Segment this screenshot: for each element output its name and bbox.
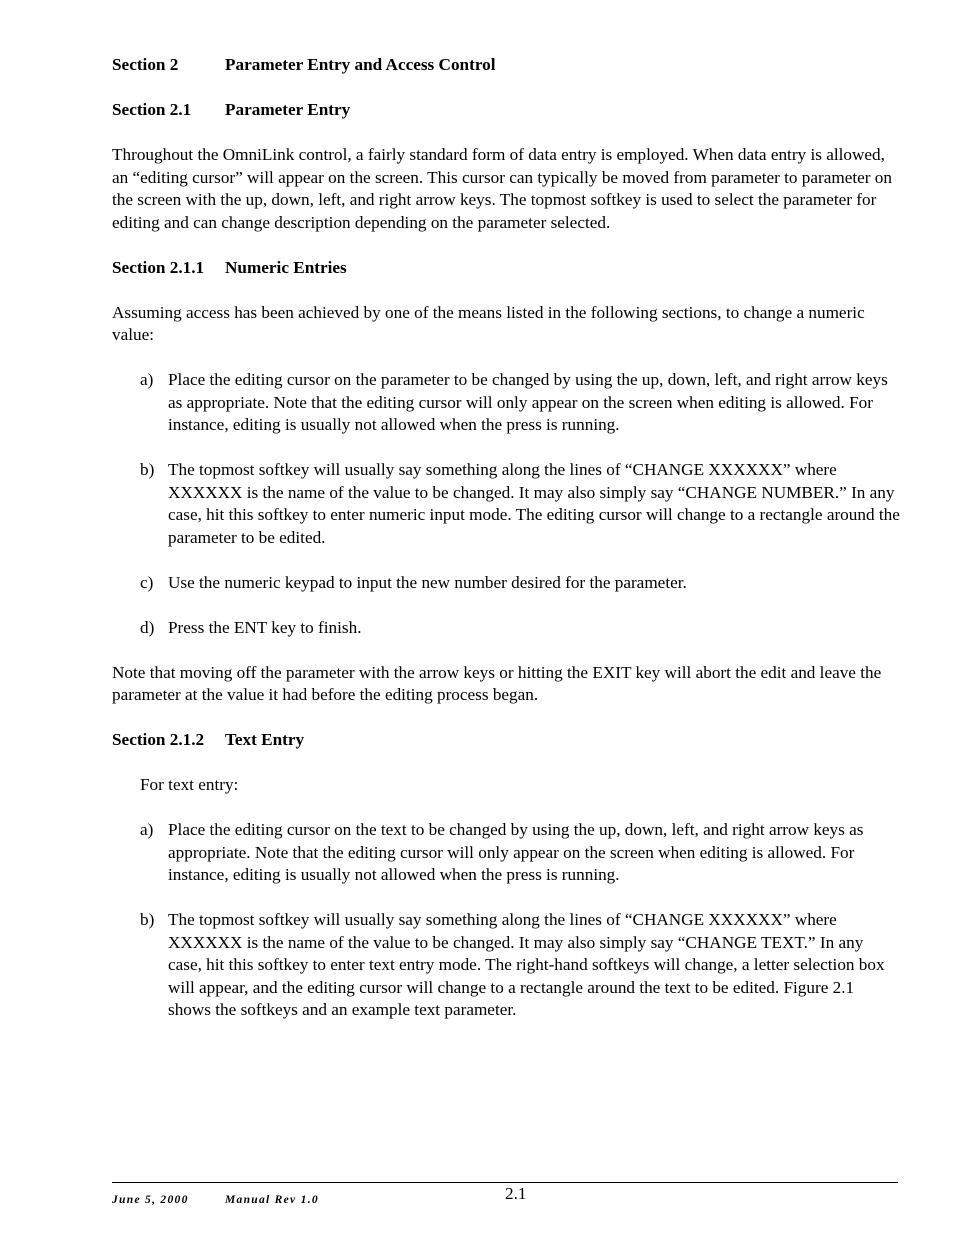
section-title: Numeric Entries xyxy=(225,257,347,277)
document-page xyxy=(112,54,900,1022)
text-entry-steps xyxy=(112,819,900,1022)
list-item-text: Place the editing cursor on the text to be changed by using the up, down, left, and right arrow keys as appropriate. Note that the editing cursor will only appear on the screen when editing is allowed. For instance, editing is usually not allowed when the press is running. xyxy=(168,820,864,884)
footer-revision: Manual Rev 1.0 xyxy=(225,1194,319,1206)
list-item-text: Press the ENT key to finish. xyxy=(168,617,362,637)
section-number: Section 2.1.1 xyxy=(112,257,205,277)
footer-date: June 5, 2000 xyxy=(112,1194,189,1206)
section-number: Section 2.1.2 xyxy=(112,730,205,749)
list-item xyxy=(112,617,900,640)
numeric-entry-steps xyxy=(112,369,900,639)
paragraph: Assuming access has been achieved by one of the means listed in the following sections, to change a numeric value: xyxy=(112,302,865,344)
paragraph: For text entry: xyxy=(140,775,239,794)
section-title: Parameter Entry xyxy=(225,100,351,119)
paragraph: Note that moving off the parameter with the arrow keys or hitting the EXIT key will abort the edit and leave the parameter at the value it had before the editing process began. xyxy=(112,662,882,704)
list-item-text: Place the editing cursor on the parameter to be changed by using the up, down, left, and right arrow keys as appropriate. Note that the editing cursor will only appear on the screen when editing is allowed. For instance, editing is usually not allowed when the press is running. xyxy=(168,370,888,434)
paragraph: Throughout the OmniLink control, a fairly standard form of data entry is employed. When data entry is allowed, an “editing cursor” will appear on the screen. This cursor can typically be moved from parameter to parameter on the screen with the up, down, left, and right arrow keys. The topmost softkey is used to select the parameter for editing and can change description depending on the parameter selected. xyxy=(112,145,892,232)
section-2-1-2-heading xyxy=(112,729,900,752)
list-marker: d) xyxy=(140,617,155,637)
list-marker: a) xyxy=(140,370,154,389)
section-2-1-1-heading xyxy=(112,257,900,280)
footer-info xyxy=(112,1189,319,1212)
list-item xyxy=(112,369,900,437)
list-item-text: Use the numeric keypad to input the new number desired for the parameter. xyxy=(168,572,687,592)
section-number: Section 2 xyxy=(112,55,179,74)
section-2-heading xyxy=(112,54,900,77)
page-number: 2.1 xyxy=(505,1184,527,1203)
page-footer xyxy=(112,1182,898,1213)
section-title: Parameter Entry and Access Control xyxy=(225,55,496,74)
list-marker: c) xyxy=(140,572,154,592)
section-2-1-heading xyxy=(112,99,900,122)
list-item-text: The topmost softkey will usually say something along the lines of “CHANGE XXXXXX” where XXXXXX is the name of the value to be changed. It may also simply say “CHANGE TEXT.” In any case, hit this softkey to enter text entry mode. The right-hand softkeys will change, a letter selection box will appear, and the editing cursor will change to a rectangle around the text to be edited. Figure 2.1 shows the softkeys and an example text parameter. xyxy=(168,910,885,1019)
list-marker: b) xyxy=(140,460,155,479)
list-item xyxy=(112,909,900,1022)
list-marker: a) xyxy=(140,820,154,839)
list-item-text: The topmost softkey will usually say something along the lines of “CHANGE XXXXXX” where XXXXXX is the name of the value to be changed. It may also simply say “CHANGE NUMBER.” In any case, hit this softkey to enter numeric input mode. The editing cursor will change to a rectangle around the parameter to be edited. xyxy=(168,460,900,547)
section-number: Section 2.1 xyxy=(112,100,192,119)
list-item xyxy=(112,572,900,595)
list-item xyxy=(112,819,900,887)
list-marker: b) xyxy=(140,910,155,929)
list-item xyxy=(112,459,900,549)
section-title: Text Entry xyxy=(225,730,305,749)
